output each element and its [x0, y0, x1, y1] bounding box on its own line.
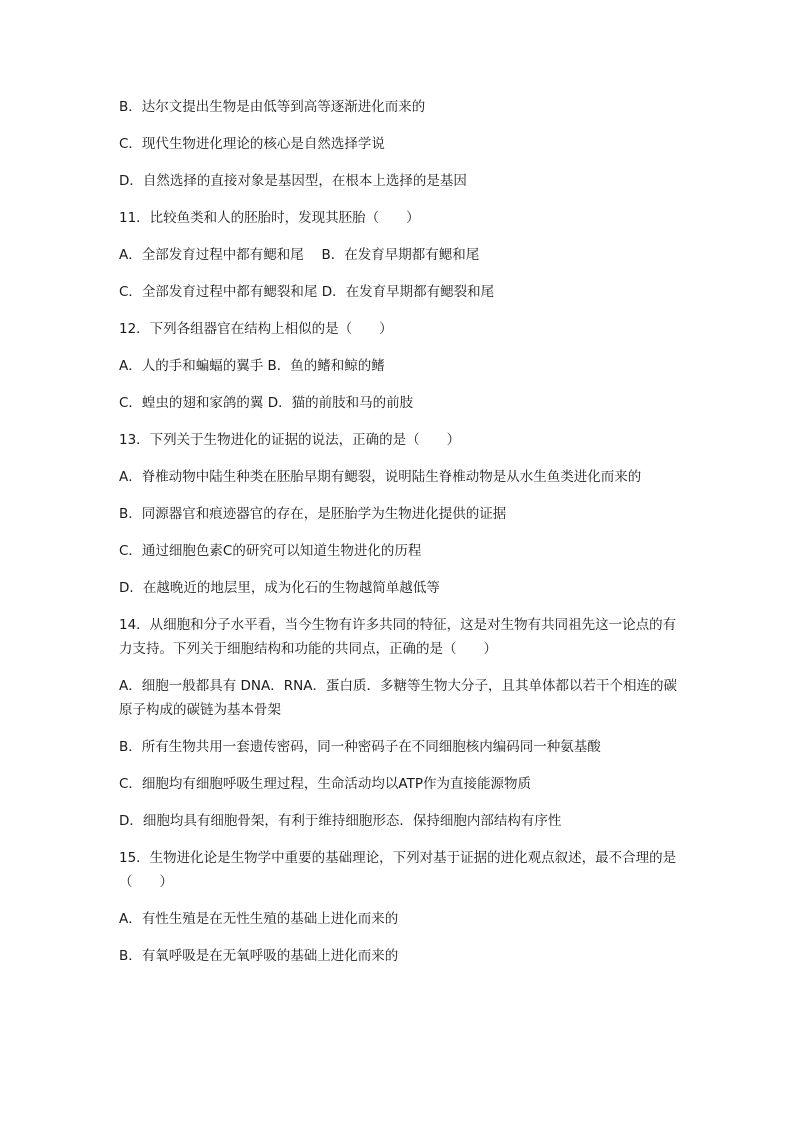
document-page	[119, 95, 689, 981]
options-11ab: A．全部发育过程中都有鳃和尾 B．在发育早期都有鳃和尾	[119, 247, 480, 263]
question-12: 12．下列各组器官在结构上相似的是（ ）	[119, 321, 393, 337]
option-13d: D．在越晚近的地层里，成为化石的生物越简单越低等	[119, 580, 440, 596]
option-13a: A．脊椎动物中陆生种类在胚胎早期有鳃裂，说明陆生脊椎动物是从水生鱼类进化而来的	[119, 469, 642, 485]
option-15a: A．有性生殖是在无性生殖的基础上进化而来的	[119, 911, 399, 927]
options-11cd: C．全部发育过程中都有鳃裂和尾 D．在发育早期都有鳃裂和尾	[119, 284, 495, 300]
option-14b: B．所有生物共用一套遗传密码，同一种密码子在不同细胞核内编码同一种氨基酸	[119, 739, 601, 755]
option-10b: B．达尔文提出生物是由低等到高等逐渐进化而来的	[119, 99, 426, 115]
option-14d: D．细胞均具有细胞骨架，有利于维持细胞形态．保持细胞内部结构有序性	[119, 813, 562, 829]
question-14: 14．从细胞和分子水平看，当今生物有许多共同的特征，这是对生物有共同祖先这一论点的有力支持。下列关于细胞结构和功能的共同点，正确的是（ ）	[119, 617, 677, 657]
option-10d: D．自然选择的直接对象是基因型，在根本上选择的是基因	[119, 173, 467, 189]
question-11: 11．比较鱼类和人的胚胎时，发现其胚胎（ ）	[119, 210, 420, 226]
options-12cd: C．蝗虫的翅和家鸽的翼 D．猫的前肢和马的前肢	[119, 395, 414, 411]
question-13: 13．下列关于生物进化的证据的说法，正确的是（ ）	[119, 432, 461, 448]
option-14c: C．细胞均有细胞呼吸生理过程，生命活动均以ATP作为直接能源物质	[119, 776, 531, 792]
option-14a: A．细胞一般都具有 DNA．RNA．蛋白质．多糖等生物大分子，且其单体都以若干个相连的碳原子构成的碳链为基本骨架	[119, 678, 677, 718]
option-13b: B．同源器官和痕迹器官的存在，是胚胎学为生物进化提供的证据	[119, 506, 507, 522]
options-12ab: A．人的手和蝙蝠的翼手 B．鱼的鳍和鲸的鳍	[119, 358, 385, 374]
option-15b: B．有氧呼吸是在无氧呼吸的基础上进化而来的	[119, 948, 399, 964]
option-10c: C．现代生物进化理论的核心是自然选择学说	[119, 136, 385, 152]
option-13c: C．通过细胞色素C的研究可以知道生物进化的历程	[119, 543, 422, 559]
question-15: 15．生物进化论是生物学中重要的基础理论，下列对基于证据的进化观点叙述，最不合理的是（ ）	[119, 850, 677, 890]
